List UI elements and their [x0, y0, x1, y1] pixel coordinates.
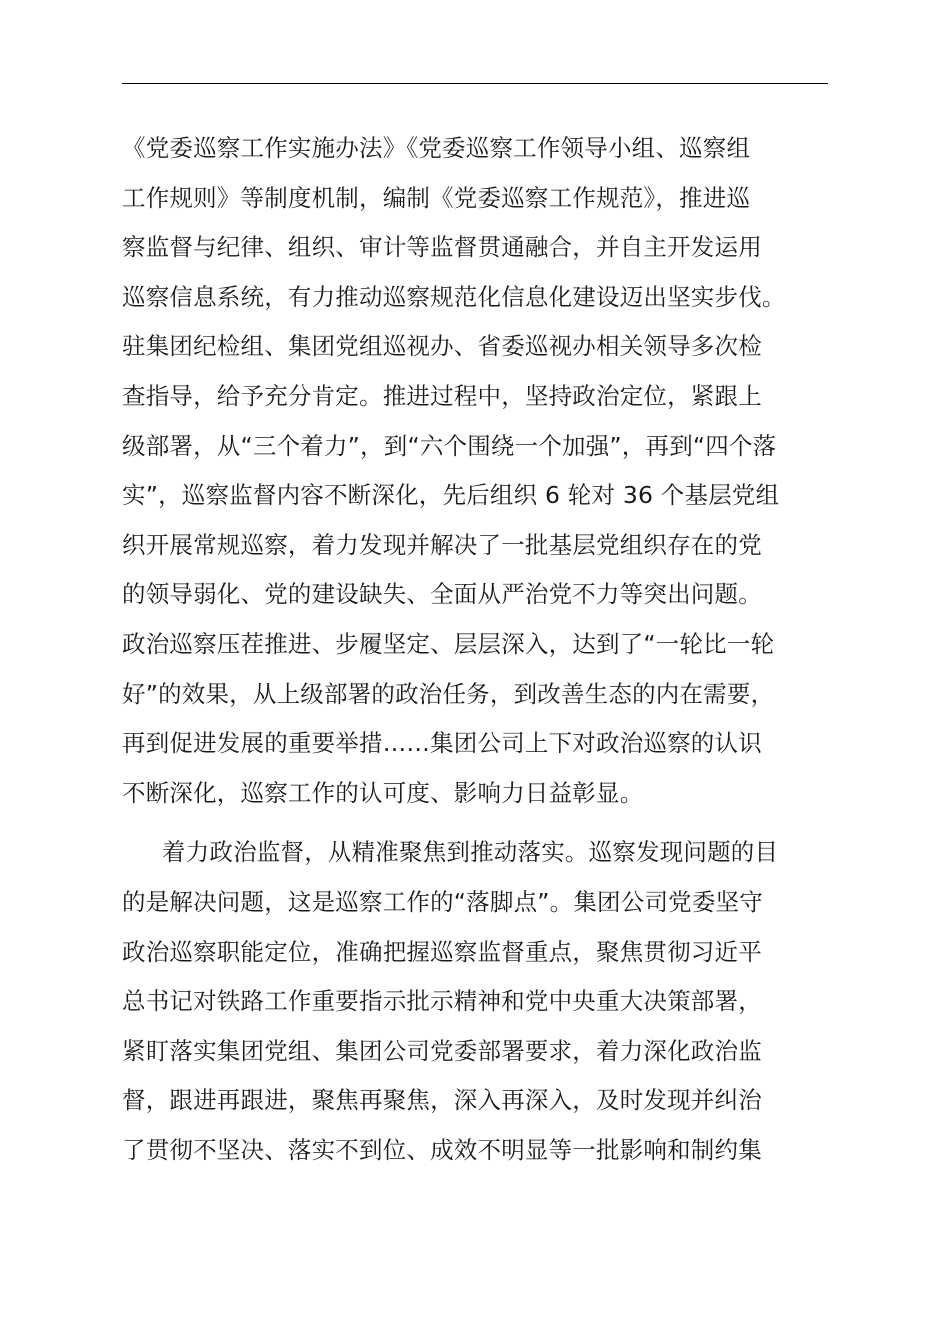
- text-line: 的是解决问题，这是巡察工作的“落脚点”。集团公司党委坚守: [122, 887, 763, 916]
- text-line: 政治巡察职能定位，准确把握巡察监督重点，聚焦贯彻习近平: [122, 937, 762, 966]
- text-line: 察监督与纪律、组织、审计等监督贯通融合，并自主开发运用: [122, 233, 762, 262]
- header-rule: [122, 83, 828, 84]
- paragraph-spacer: [122, 818, 842, 828]
- text-line: 级部署，从“三个着力”，到“六个围绕一个加强”，再到“四个落: [122, 431, 777, 460]
- text-line: 驻集团纪检组、集团党组巡视办、省委巡视办相关领导多次检: [122, 332, 762, 361]
- text-line: 督，跟进再跟进，聚焦再聚焦，深入再深入，及时发现并纠治: [122, 1086, 762, 1115]
- text-line: 工作规则》等制度机制，编制《党委巡察工作规范》，推进巡: [122, 183, 751, 212]
- paragraph-2: [122, 828, 842, 1175]
- text-line: 的领导弱化、党的建设缺失、全面从严治党不力等突出问题。: [122, 580, 762, 609]
- document-body: [122, 124, 842, 1175]
- text-line-first-indented: 着力政治监督，从精准聚焦到推动落实。巡察发现问题的目: [162, 838, 779, 867]
- text-line: 了贯彻不坚决、落实不到位、成效不明显等一批影响和制约集: [122, 1135, 762, 1164]
- paragraph-1: [122, 124, 842, 818]
- text-line: 巡察信息系统，有力推动巡察规范化信息化建设迈出坚实步伐。: [122, 282, 786, 311]
- text-line: 不断深化，巡察工作的认可度、影响力日益彰显。: [122, 778, 644, 807]
- text-line: 实”，巡察监督内容不断深化，先后组织 6 轮对 36 个基层党组: [122, 481, 780, 510]
- text-line: 《党委巡察工作实施办法》《党委巡察工作领导小组、巡察组: [122, 134, 751, 162]
- text-line: 好”的效果，从上级部署的政治任务，到改善生态的内在需要，: [122, 679, 775, 708]
- text-line: 查指导，给予充分肯定。推进过程中，坚持政治定位，紧跟上: [122, 381, 762, 410]
- text-line: 织开展常规巡察，着力发现并解决了一批基层党组织存在的党: [122, 530, 762, 559]
- text-line: 总书记对铁路工作重要指示批示精神和党中央重大决策部署，: [122, 987, 762, 1016]
- text-line: 紧盯落实集团党组、集团公司党委部署要求，着力深化政治监: [122, 1036, 762, 1065]
- text-line: 再到促进发展的重要举措……集团公司上下对政治巡察的认识: [122, 729, 762, 758]
- text-line: 政治巡察压茬推进、步履坚定、层层深入，达到了“一轮比一轮: [122, 629, 775, 658]
